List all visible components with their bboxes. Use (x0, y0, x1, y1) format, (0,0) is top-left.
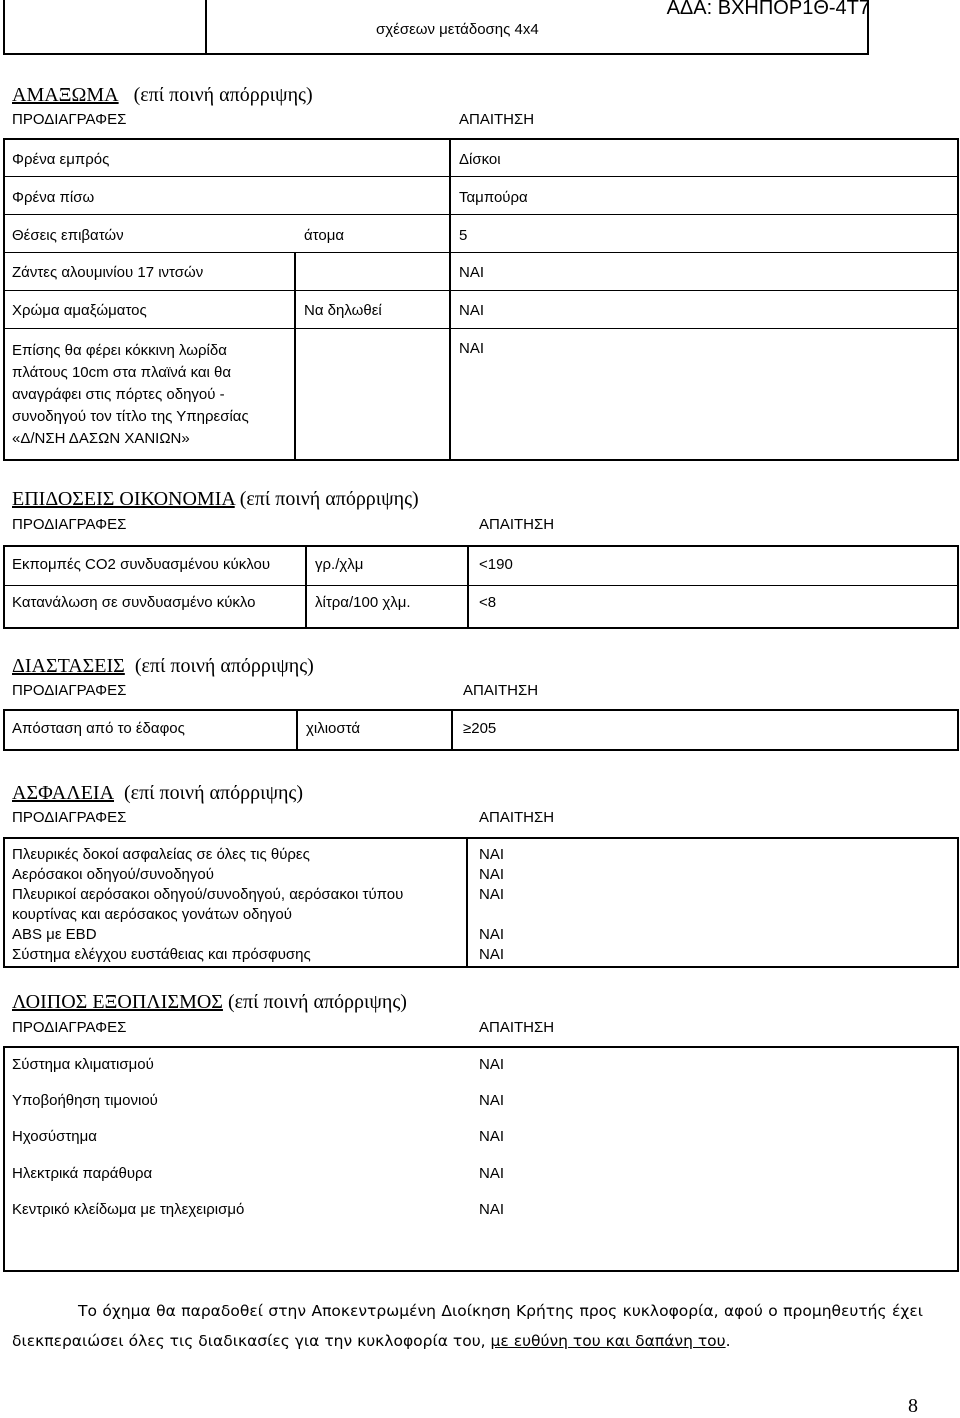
ada-code: ΑΔΑ: ΒΧΗΠΟΡ1Θ-4Τ7 (666, 0, 870, 19)
row-unit: γρ./χλμ (315, 556, 364, 573)
row-req: ΝΑΙ (479, 866, 505, 883)
section-title-safety: ΑΣΦΑΛΕΙΑ (επί ποινή απόρριψης) (12, 782, 304, 804)
table-row: Φρένα πίσω (12, 189, 95, 206)
table-row: Κεντρικό κλείδωμα με τηλεχειρισμό (12, 1201, 245, 1218)
row-req: ΝΑΙ (479, 1128, 505, 1145)
row-req: ΝΑΙ (479, 886, 505, 903)
table-row: Πλευρικές δοκοί ασφαλείας σε όλες τις θύρες Αερόσακοι οδηγού/συνοδηγού Πλευρικοί αερόσακοι οδηγού/συνοδηγού, αερόσακοι τύπου κουρτίνας και αερόσακος γονάτων οδηγού ABS με EBD Σύστημα ελέγχου ευστάθειας και πρόσφυσης (12, 846, 404, 963)
section-title-economy: ΕΠΙΔΟΣΕΙΣ ΟΙΚΟΝΟΜΙΑ (επί ποινή απόρριψης) (12, 488, 419, 510)
row-req: <190 (479, 556, 513, 573)
row-unit: Να δηλωθεί (304, 302, 382, 319)
col-header-spec: ΠΡΟΔΙΑΓΡΑΦΕΣ (12, 516, 127, 533)
table-row: Απόσταση από το έδαφος (12, 720, 185, 737)
row-req: Ταμπούρα (459, 189, 528, 206)
table-row: Υποβοήθηση τιμονιού (12, 1092, 158, 1109)
row-req: ΝΑΙ (479, 1201, 505, 1218)
row-req: ΝΑΙ (479, 1165, 505, 1182)
row-req: ΝΑΙ (459, 302, 485, 319)
table-row: Φρένα εμπρός (12, 151, 110, 168)
table-row: Ζάντες αλουμινίου 17 ιντσών (12, 264, 204, 281)
table-row: Σύστημα κλιματισμού (12, 1056, 154, 1073)
row-req: ΝΑΙ (479, 1056, 505, 1073)
row-unit: λίτρα/100 χλμ. (315, 594, 411, 611)
top-cell-text: σχέσεων μετάδοσης 4x4 (376, 21, 539, 38)
table-row: Χρώμα αμαξώματος (12, 302, 147, 319)
col-header-req: ΑΠΑΙΤΗΣΗ (463, 682, 539, 699)
col-header-req: ΑΠΑΙΤΗΣΗ (479, 1019, 555, 1036)
page-number: 8 (908, 1395, 918, 1417)
col-header-spec: ΠΡΟΔΙΑΓΡΑΦΕΣ (12, 1019, 127, 1036)
row-req: ΝΑΙ (479, 846, 505, 863)
table-row: Ηχοσύστημα (12, 1128, 97, 1145)
section-title-equipment: ΛΟΙΠΟΣ ΕΞΟΠΛΙΣΜΟΣ (επί ποινή απόρριψης) (12, 991, 407, 1013)
col-header-spec: ΠΡΟΔΙΑΓΡΑΦΕΣ (12, 809, 127, 826)
row-req: ΝΑΙ (459, 264, 485, 281)
table-row: Θέσεις επιβατών (12, 227, 124, 244)
table-row: Εκπομπές CO2 συνδυασμένου κύκλου (12, 556, 271, 573)
table-row: Ηλεκτρικά παράθυρα (12, 1165, 153, 1182)
row-req: ΝΑΙ (479, 946, 505, 963)
row-req: <8 (479, 594, 497, 611)
delivery-note: Το όχημα θα παραδοθεί στην Αποκεντρωμένη Διοίκηση Κρήτης προς κυκλοφορία, αφού ο προμηθευτής έχει διεκπεραιώσει όλες τις διαδικασίες για την κυκλοφορία του, με ευθύνη του και δαπάνη του. (12, 1302, 923, 1350)
col-header-req: ΑΠΑΙΤΗΣΗ (479, 516, 555, 533)
section-title-amaxoma: ΑΜΑΞΩΜΑ (επί ποινή απόρριψης) (12, 84, 313, 106)
row-req: ΝΑΙ (479, 926, 505, 943)
row-req: 5 (459, 227, 468, 244)
row-unit: άτομα (304, 227, 345, 244)
row-req: ≥205 (463, 720, 497, 737)
row-req: Δίσκοι (459, 151, 501, 168)
col-header-spec: ΠΡΟΔΙΑΓΡΑΦΕΣ (12, 111, 127, 128)
col-header-req: ΑΠΑΙΤΗΣΗ (459, 111, 535, 128)
row-req: ΝΑΙ (479, 1092, 505, 1109)
col-header-spec: ΠΡΟΔΙΑΓΡΑΦΕΣ (12, 682, 127, 699)
table-row: Επίσης θα φέρει κόκκινη λωρίδα πλάτους 10cm στα πλαϊνά και θα αναγράφει στις πόρτες οδηγού - συνοδηγού τον τίτλο της Υπηρεσίας «Δ/ΝΣΗ ΔΑΣΩΝ ΧΑΝΙΩΝ» (12, 342, 249, 447)
row-req: ΝΑΙ (459, 340, 485, 357)
col-header-req: ΑΠΑΙΤΗΣΗ (479, 809, 555, 826)
table-row: Κατανάλωση σε συνδυασμένο κύκλο (12, 594, 256, 611)
section-title-dimensions: ΔΙΑΣΤΑΣΕΙΣ (επί ποινή απόρριψης) (12, 655, 314, 677)
row-unit: χιλιοστά (306, 720, 361, 737)
